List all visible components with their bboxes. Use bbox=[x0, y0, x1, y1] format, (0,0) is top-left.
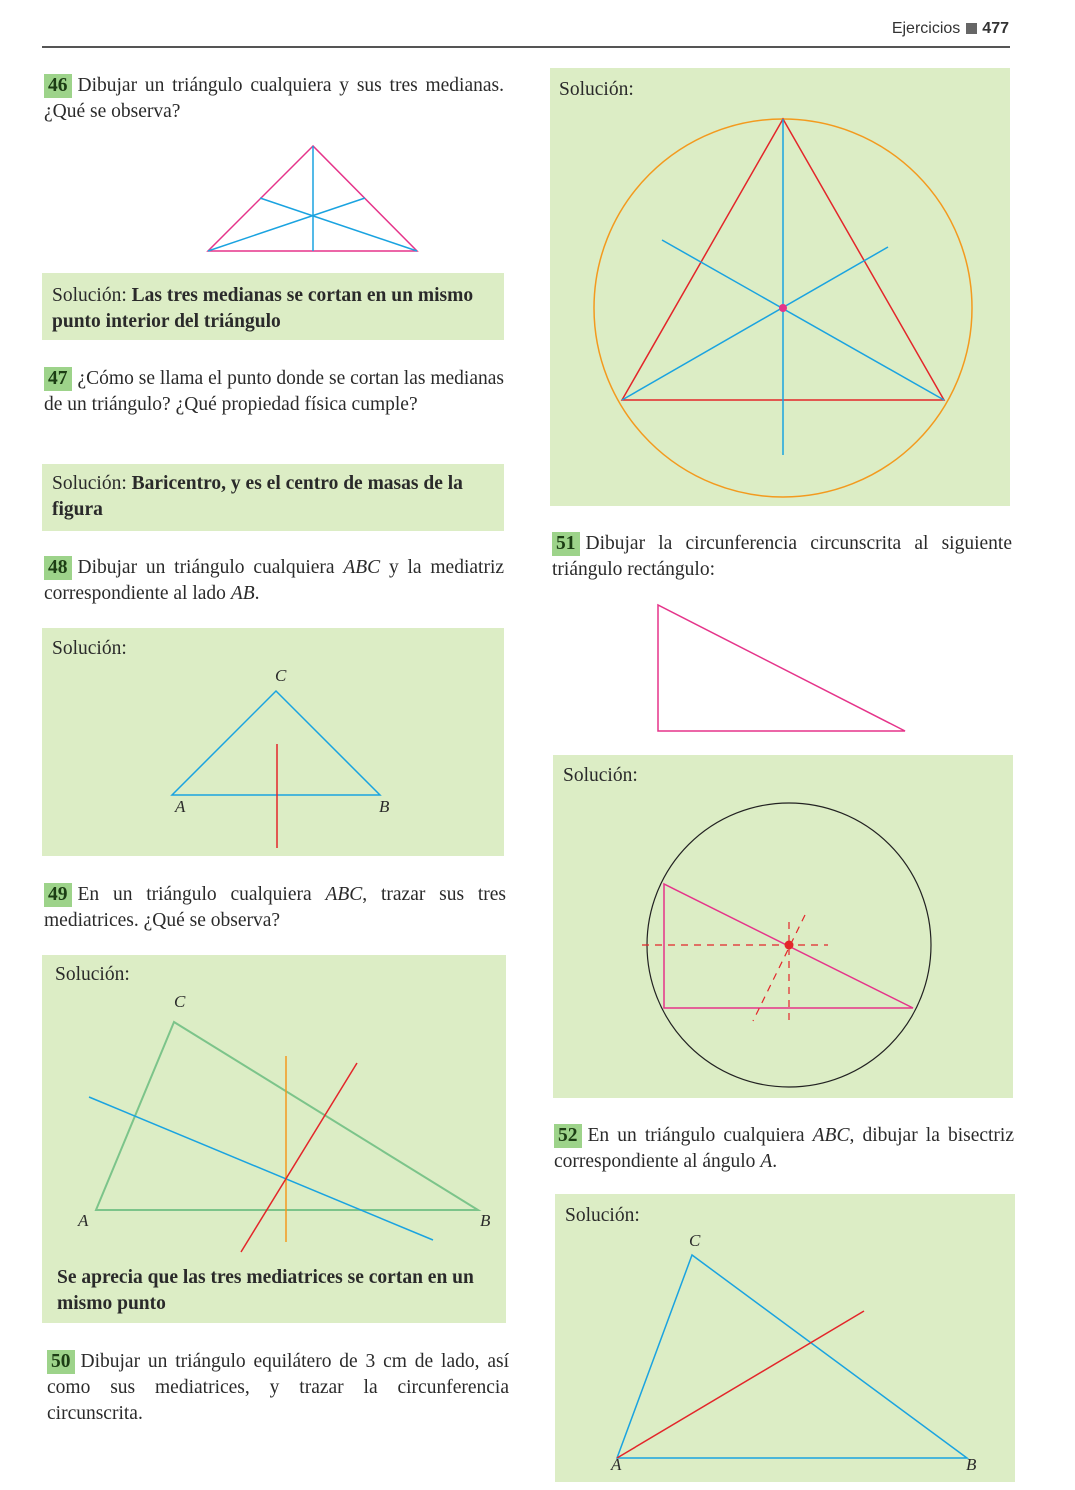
solution-label: Solución: bbox=[52, 285, 127, 306]
exercise-text: y la mediatriz correspondiente al lado bbox=[44, 557, 505, 604]
vertex-label-c: C bbox=[275, 666, 287, 685]
exercise-number: 48 bbox=[44, 556, 72, 580]
exercise-text: Dibujar la circunferencia circunscrita al siguiente triángulo rectángulo: bbox=[552, 533, 1012, 580]
triangle-name: ABC bbox=[812, 1125, 850, 1146]
exercise-text: Dibujar un triángulo cualquiera bbox=[77, 557, 344, 578]
angle-name: A bbox=[760, 1151, 773, 1172]
exercise-text: ¿Cómo se llama el punto donde se cortan las medianas de un triángulo? ¿Qué propiedad física cumple? bbox=[44, 368, 504, 415]
page-number: 477 bbox=[982, 20, 1009, 37]
exercise-text: , trazar sus tres mediatrices. ¿Qué se observa? bbox=[44, 884, 507, 931]
solution-label: Solución: bbox=[52, 473, 127, 494]
conclusion-49: Se aprecia que las tres mediatrices se cortan en un mismo punto bbox=[57, 1267, 474, 1314]
solution-text: Las tres medianas se cortan en un mismo punto interior del triángulo bbox=[52, 285, 474, 332]
solution-label: Solución: bbox=[52, 638, 127, 659]
exercise-text: . bbox=[254, 583, 260, 604]
side-name: AB bbox=[230, 583, 255, 604]
exercise-text: , dibujar la bisectriz correspondiente al ángulo bbox=[554, 1125, 1014, 1172]
exercise-number: 47 bbox=[44, 367, 72, 391]
vertex-label-c: C bbox=[689, 1231, 701, 1250]
solution-label: Solución: bbox=[565, 1205, 640, 1226]
exercise-number: 46 bbox=[44, 74, 72, 98]
exercise-text: Dibujar un triángulo equilátero de 3 cm de lado, así como sus mediatrices, y trazar la circunferencia circunscrita. bbox=[47, 1351, 509, 1424]
angle-bisector bbox=[617, 1311, 864, 1458]
vertex-label-a: A bbox=[78, 1211, 89, 1230]
vertex-label-a: A bbox=[611, 1455, 622, 1474]
solution-label: Solución: bbox=[55, 964, 130, 985]
vertex-label-a: A bbox=[175, 797, 186, 816]
section-title: Ejercicios bbox=[891, 20, 961, 37]
vertex-label-b: B bbox=[379, 797, 390, 816]
solution-label: Solución: bbox=[559, 79, 634, 100]
vertex-label-b: B bbox=[966, 1455, 977, 1474]
exercise-text: . bbox=[772, 1151, 778, 1172]
exercise-text: Dibujar un triángulo cualquiera y sus tres medianas. ¿Qué se observa? bbox=[44, 75, 504, 122]
exercise-number: 52 bbox=[554, 1124, 582, 1148]
solution-label: Solución: bbox=[563, 765, 638, 786]
exercise-text: En un triángulo cualquiera bbox=[77, 884, 326, 905]
exercise-number: 49 bbox=[44, 883, 72, 907]
triangle-name: ABC bbox=[343, 557, 381, 578]
exercise-text: En un triángulo cualquiera bbox=[587, 1125, 813, 1146]
vertex-label-b: B bbox=[480, 1211, 491, 1230]
solution-text: Baricentro, y es el centro de masas de la figura bbox=[52, 473, 463, 520]
vertex-label-c: C bbox=[174, 992, 186, 1011]
exercise-number: 51 bbox=[552, 532, 580, 556]
triangle-name: ABC bbox=[325, 884, 363, 905]
exercise-number: 50 bbox=[47, 1350, 75, 1374]
